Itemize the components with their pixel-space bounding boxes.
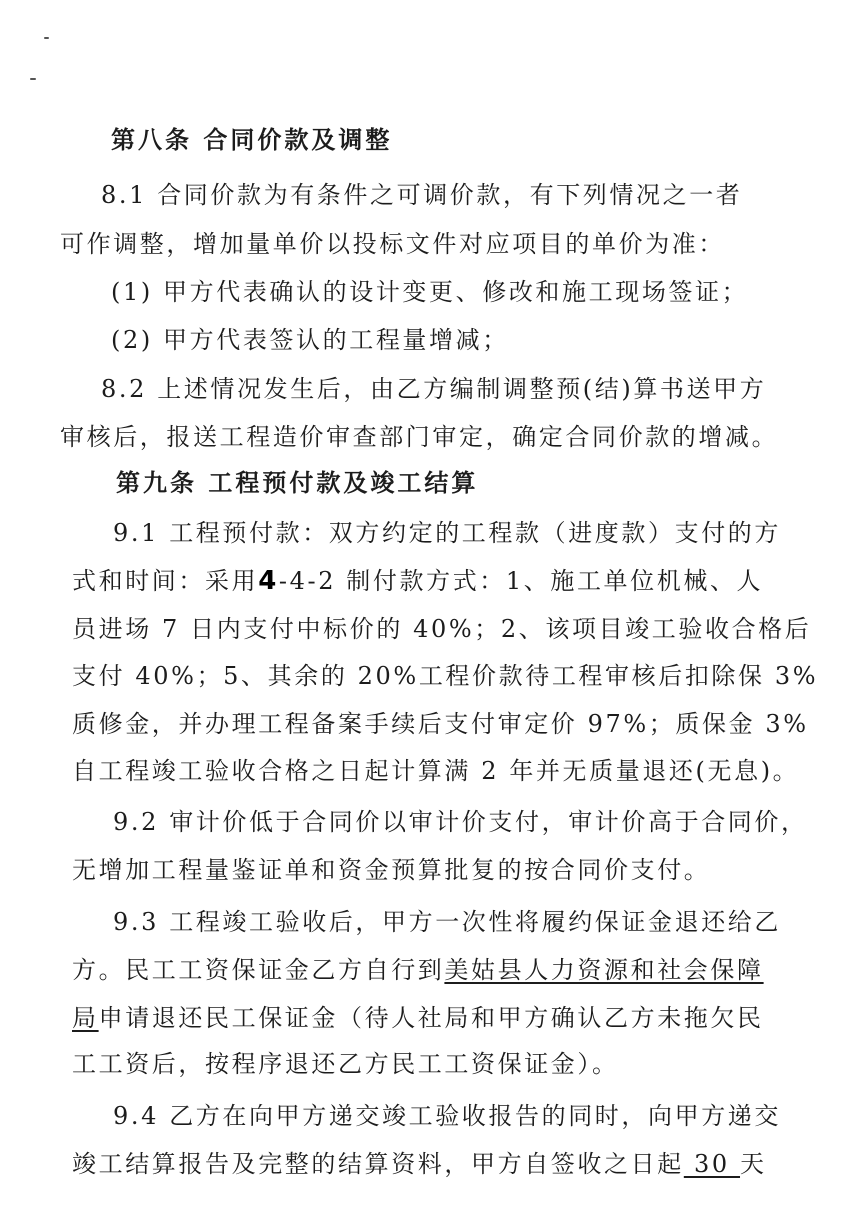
paragraph-9-1-line-4: 支付 40%；5、其余的 20%工程价款待工程审核后扣除保 3% bbox=[72, 662, 819, 690]
list-item-2: (2) 甲方代表签认的工程量增减； bbox=[111, 326, 509, 354]
paragraph-9-2-line-1: 9.2 审计价低于合同价以审计价支付，审计价高于合同价， bbox=[113, 808, 808, 836]
line-text: -4-2 制付款方式：1、施工单位机械、人 bbox=[278, 567, 764, 595]
line-text: 式和时间：采用 bbox=[72, 567, 259, 595]
paragraph-8-2-line-2: 审核后，报送工程造价审查部门审定，确定合同价款的增减。 bbox=[60, 423, 779, 451]
paragraph-9-3-line-1: 9.3 工程竣工验收后，甲方一次性将履约保证金退还给乙 bbox=[113, 908, 781, 936]
paragraph-9-1-line-3: 员进场 7 日内支付中标价的 40%；2、该项目竣工验收合格后 bbox=[72, 615, 812, 643]
underlined-agency-name-end: 局 bbox=[72, 1004, 99, 1032]
article-8-heading: 第八条 合同价款及调整 bbox=[111, 125, 393, 154]
paragraph-9-4-line-2 bbox=[72, 1149, 767, 1179]
paragraph-9-2-line-2: 无增加工程量鉴证单和资金预算批复的按合同价支付。 bbox=[72, 856, 711, 884]
article-9-heading: 第九条 工程预付款及竣工结算 bbox=[116, 468, 479, 497]
scan-speck bbox=[44, 37, 49, 39]
paragraph-9-3-line-4: 工工资后，按程序退还乙方民工工资保证金）。 bbox=[72, 1050, 619, 1078]
handwritten-digit: 4 bbox=[258, 566, 279, 596]
paragraph-8-1-line-1: 8.1 合同价款为有条件之可调价款，有下列情况之一者 bbox=[101, 181, 743, 209]
paragraph-9-1-line-1: 9.1 工程预付款：双方约定的工程款（进度款）支付的方 bbox=[113, 519, 781, 547]
paragraph-9-1-line-5: 质修金，并办理工程备案手续后支付审定价 97%；质保金 3% bbox=[72, 710, 809, 738]
underlined-agency-name: 美姑县人力资源和社会保障 bbox=[444, 956, 764, 984]
underlined-days-value: 30 bbox=[683, 1150, 741, 1178]
line-text: 竣工结算报告及完整的结算资料，甲方自签收之日起 bbox=[72, 1150, 684, 1178]
line-text: 天 bbox=[740, 1150, 767, 1178]
paragraph-9-4-line-1: 9.4 乙方在向甲方递交竣工验收报告的同时，向甲方递交 bbox=[113, 1102, 781, 1130]
paragraph-9-3-line-2 bbox=[72, 955, 764, 985]
paragraph-9-1-line-2 bbox=[72, 566, 763, 596]
paragraph-9-1-line-6: 自工程竣工验收合格之日起计算满 2 年并无质量退还(无息)。 bbox=[72, 757, 800, 785]
paragraph-8-1-line-2: 可作调整，增加量单价以投标文件对应项目的单价为准： bbox=[60, 230, 725, 258]
line-text: 方。民工工资保证金乙方自行到 bbox=[72, 956, 445, 984]
paragraph-8-2-line-1: 8.2 上述情况发生后，由乙方编制调整预(结)算书送甲方 bbox=[101, 375, 767, 403]
scan-speck bbox=[30, 78, 36, 80]
line-text: 申请退还民工保证金（待人社局和甲方确认乙方未拖欠民 bbox=[98, 1004, 764, 1032]
paragraph-9-3-line-3 bbox=[72, 1003, 764, 1033]
list-item-1: (1) 甲方代表确认的设计变更、修改和施工现场签证； bbox=[111, 278, 749, 306]
